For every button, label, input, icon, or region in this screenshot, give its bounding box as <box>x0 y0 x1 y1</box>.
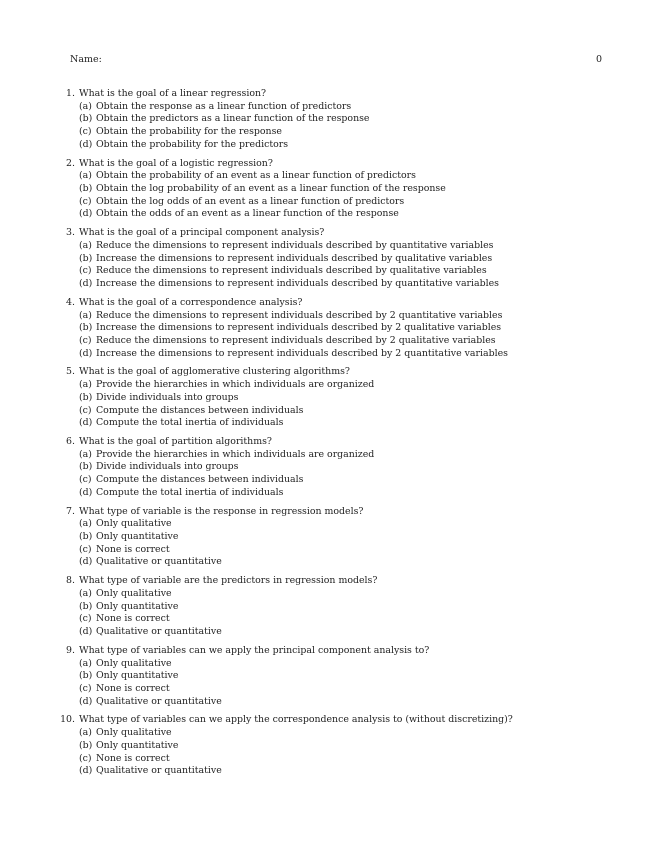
answer-option <box>79 335 618 348</box>
answer-option <box>79 626 618 639</box>
option-letter: (a) <box>79 448 92 460</box>
answer-option <box>79 487 618 500</box>
answer-options <box>79 658 618 709</box>
answer-option <box>79 765 618 778</box>
option-text: Compute the total inertia of individuals <box>96 417 284 429</box>
option-text: Reduce the dimensions to represent individuals described by quantitative variables <box>96 239 494 251</box>
answer-option <box>79 348 618 361</box>
answer-option <box>79 322 618 335</box>
option-letter: (b) <box>79 252 93 264</box>
question-item <box>58 366 618 430</box>
question-body <box>79 88 618 152</box>
question-item <box>58 575 618 639</box>
question-item <box>58 436 618 500</box>
option-text: None is correct <box>96 543 170 555</box>
answer-option <box>79 613 618 626</box>
option-letter: (d) <box>79 626 93 638</box>
option-text: Increase the dimensions to represent individuals described by 2 quantitative variables <box>96 347 508 359</box>
option-text: Divide individuals into groups <box>96 391 239 403</box>
option-letter: (b) <box>79 600 93 612</box>
option-text: Obtain the odds of an event as a linear function of the response <box>96 208 399 220</box>
option-letter: (d) <box>79 138 93 150</box>
option-letter: (b) <box>79 113 93 125</box>
option-letter: (c) <box>79 195 92 207</box>
option-text: Obtain the log probability of an event as a linear function of the response <box>96 183 446 195</box>
option-letter: (d) <box>79 417 93 429</box>
option-letter: (a) <box>79 309 92 321</box>
option-text: Qualitative or quantitative <box>96 556 222 568</box>
option-text: Obtain the probability of an event as a linear function of predictors <box>96 170 416 182</box>
option-letter: (d) <box>79 486 93 498</box>
answer-option <box>79 392 618 405</box>
option-text: Increase the dimensions to represent individuals described by quantitative variables <box>96 278 499 290</box>
page-header <box>70 54 602 68</box>
option-text: Reduce the dimensions to represent individuals described by 2 qualitative variables <box>96 334 496 346</box>
question-number: 7. <box>66 505 75 517</box>
question-body <box>79 575 618 639</box>
option-letter: (c) <box>79 752 92 764</box>
answer-option <box>79 170 618 183</box>
question-item <box>58 297 618 361</box>
answer-options <box>79 449 618 500</box>
question-body <box>79 297 618 361</box>
option-text: Compute the distances between individuals <box>96 404 304 416</box>
answer-option <box>79 310 618 323</box>
option-letter: (a) <box>79 518 92 530</box>
option-letter: (a) <box>79 239 92 251</box>
answer-options <box>79 310 618 361</box>
question-item <box>58 227 618 291</box>
question-text: What type of variables can we apply the correspondence analysis to (without discretizing)? <box>79 714 513 726</box>
answer-option <box>79 240 618 253</box>
option-letter: (a) <box>79 100 92 112</box>
question-number: 10. <box>60 714 75 726</box>
question-text: What is the goal of partition algorithms? <box>79 436 272 448</box>
question-list <box>58 88 618 784</box>
question-body <box>79 645 618 709</box>
question-text: What is the goal of a principal component analysis? <box>79 227 325 239</box>
option-letter: (a) <box>79 727 92 739</box>
option-text: None is correct <box>96 682 170 694</box>
option-text: Obtain the probability for the response <box>96 126 282 138</box>
answer-options <box>79 379 618 430</box>
question-item <box>58 88 618 152</box>
question-text: What is the goal of a correspondence analysis? <box>79 296 303 308</box>
question-body <box>79 714 618 778</box>
option-letter: (c) <box>79 334 92 346</box>
answer-option <box>79 405 618 418</box>
answer-option <box>79 544 618 557</box>
question-number: 1. <box>66 88 75 99</box>
answer-option <box>79 126 618 139</box>
option-letter: (c) <box>79 682 92 694</box>
option-text: Qualitative or quantitative <box>96 626 222 638</box>
answer-option <box>79 588 618 601</box>
question-body <box>79 436 618 500</box>
option-text: Compute the total inertia of individuals <box>96 486 284 498</box>
option-letter: (c) <box>79 474 92 486</box>
question-item <box>58 506 618 570</box>
question-text: What is the goal of a linear regression? <box>79 88 267 99</box>
option-letter: (b) <box>79 531 93 543</box>
option-text: None is correct <box>96 752 170 764</box>
answer-option <box>79 208 618 221</box>
question-text: What type of variables can we apply the principal component analysis to? <box>79 644 430 656</box>
question-body <box>79 366 618 430</box>
option-letter: (b) <box>79 322 93 334</box>
answer-option <box>79 658 618 671</box>
question-text: What is the goal of a logistic regression? <box>79 157 273 169</box>
answer-option <box>79 196 618 209</box>
option-letter: (d) <box>79 695 93 707</box>
answer-option <box>79 183 618 196</box>
question-number: 4. <box>66 296 75 308</box>
question-item <box>58 645 618 709</box>
answer-option <box>79 556 618 569</box>
question-item <box>58 158 618 222</box>
option-text: Only qualitative <box>96 587 172 599</box>
answer-option <box>79 727 618 740</box>
option-text: Only qualitative <box>96 727 172 739</box>
option-text: Provide the hierarchies in which individuals are organized <box>96 448 375 460</box>
page-number: 0 <box>595 54 602 65</box>
answer-option <box>79 449 618 462</box>
option-letter: (d) <box>79 278 93 290</box>
question-number: 3. <box>66 227 75 239</box>
option-letter: (a) <box>79 587 92 599</box>
answer-option <box>79 531 618 544</box>
option-text: Obtain the log odds of an event as a linear function of predictors <box>96 195 405 207</box>
option-letter: (d) <box>79 556 93 568</box>
answer-options <box>79 170 618 221</box>
option-letter: (d) <box>79 347 93 359</box>
option-text: Provide the hierarchies in which individuals are organized <box>96 379 375 391</box>
question-number: 2. <box>66 157 75 169</box>
answer-option <box>79 379 618 392</box>
option-text: Reduce the dimensions to represent individuals described by qualitative variables <box>96 265 487 277</box>
answer-option <box>79 417 618 430</box>
option-text: Divide individuals into groups <box>96 461 239 473</box>
option-letter: (c) <box>79 126 92 138</box>
answer-option <box>79 253 618 266</box>
answer-option <box>79 461 618 474</box>
question-number: 5. <box>66 366 75 378</box>
answer-options <box>79 518 618 569</box>
option-letter: (b) <box>79 183 93 195</box>
question-number: 6. <box>66 436 75 448</box>
answer-options <box>79 101 618 152</box>
answer-option <box>79 670 618 683</box>
answer-option <box>79 601 618 614</box>
option-letter: (c) <box>79 613 92 625</box>
option-letter: (a) <box>79 657 92 669</box>
answer-options <box>79 727 618 778</box>
answer-option <box>79 518 618 531</box>
answer-option <box>79 753 618 766</box>
option-text: Increase the dimensions to represent individuals described by 2 qualitative variables <box>96 322 502 334</box>
option-letter: (b) <box>79 670 93 682</box>
option-text: Qualitative or quantitative <box>96 695 222 707</box>
name-label: Name: <box>70 54 102 65</box>
answer-option <box>79 474 618 487</box>
option-text: Only quantitative <box>96 670 179 682</box>
option-letter: (a) <box>79 379 92 391</box>
option-text: Compute the distances between individuals <box>96 474 304 486</box>
answer-option <box>79 683 618 696</box>
answer-option <box>79 696 618 709</box>
option-text: Only qualitative <box>96 518 172 530</box>
option-text: Only quantitative <box>96 600 179 612</box>
option-text: None is correct <box>96 613 170 625</box>
option-letter: (c) <box>79 543 92 555</box>
option-text: Reduce the dimensions to represent individuals described by 2 quantitative variables <box>96 309 503 321</box>
question-body <box>79 227 618 291</box>
option-letter: (b) <box>79 391 93 403</box>
question-text: What type of variable is the response in regression models? <box>79 505 364 517</box>
question-number: 8. <box>66 575 75 587</box>
question-body <box>79 158 618 222</box>
option-letter: (a) <box>79 170 92 182</box>
answer-options <box>79 588 618 639</box>
option-text: Qualitative or quantitative <box>96 765 222 777</box>
option-letter: (b) <box>79 461 93 473</box>
question-text: What is the goal of agglomerative clustering algorithms? <box>79 366 350 378</box>
question-text: What type of variable are the predictors in regression models? <box>79 575 378 587</box>
answer-option <box>79 265 618 278</box>
option-text: Obtain the probability for the predictors <box>96 138 289 150</box>
option-text: Obtain the response as a linear function of predictors <box>96 100 352 112</box>
question-item <box>58 714 618 778</box>
answer-option <box>79 139 618 152</box>
option-letter: (d) <box>79 208 93 220</box>
answer-options <box>79 240 618 291</box>
answer-option <box>79 278 618 291</box>
question-number: 9. <box>66 644 75 656</box>
option-letter: (b) <box>79 739 93 751</box>
option-letter: (c) <box>79 404 92 416</box>
option-text: Only quantitative <box>96 531 179 543</box>
option-text: Increase the dimensions to represent individuals described by qualitative variables <box>96 252 493 264</box>
option-text: Only quantitative <box>96 739 179 751</box>
option-text: Only qualitative <box>96 657 172 669</box>
answer-option <box>79 740 618 753</box>
option-text: Obtain the predictors as a linear function of the response <box>96 113 370 125</box>
question-body <box>79 506 618 570</box>
option-letter: (d) <box>79 765 93 777</box>
answer-option <box>79 101 618 114</box>
answer-option <box>79 113 618 126</box>
option-letter: (c) <box>79 265 92 277</box>
